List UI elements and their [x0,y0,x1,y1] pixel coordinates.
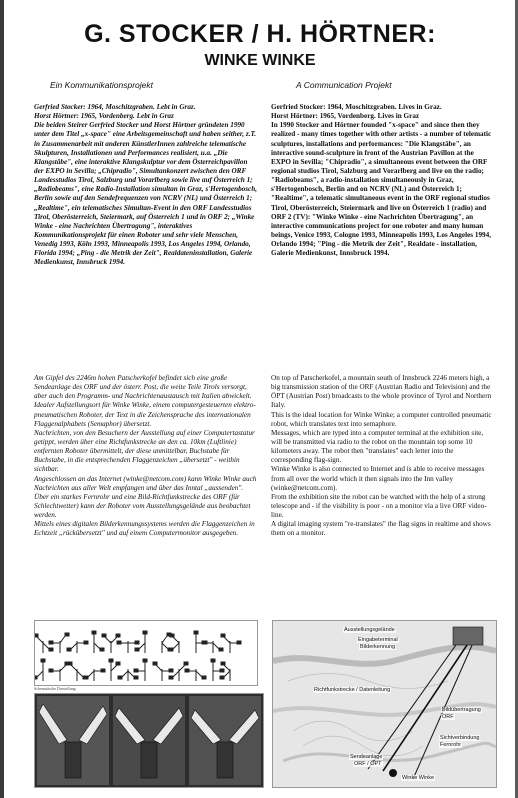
body-paragraph: Idealer Aufstellungsort für Winke Winke, einem computergesteuerten elektro-pneumatischen Roboter, der Text in die Zeichensprache des internationalen Flaggenalphabets (Semaphor) übersetzt. [34,401,256,428]
page-edge-left [0,0,4,798]
body-paragraph: Angeschlossen an das Internet (winke@netcom.com) kann Winke Winke auch Nachrichten aus aller Welt empfangen und über das Inntal „aussenden". [34,474,257,492]
body-paragraph: This is the ideal location for Winke Winke; a computer controlled pneumatic robot, which translates text into semaphore. [271,410,492,428]
map-label-terminal: Eingabeterminal [358,637,398,643]
map-label-telescope: Fernrohr [440,742,462,748]
body-german [34,374,258,539]
page-subtitle: WINKE WINKE [204,52,316,69]
body-paragraph: From the exhibition site the robot can be watched with the help of a strong telescope and - if the visibility is poor - on a monitor via a live ORF video-line. [271,492,487,520]
robot-photos-graphic [35,694,263,787]
body-english [271,374,493,539]
robot-photos [34,693,264,788]
body-paragraph: Winke Winke is also connected to Internet and is able to receive messages from all over the world which it then signals into the Inn valley (winke@netcom.com). [271,465,485,492]
project-label-german: Ein Kommunikationsprojekt [50,80,153,90]
bio-german [34,103,258,268]
map-label-station: Sendeanlage [350,754,383,760]
map-label-radio-link: Richtfunkstrecke / Datenleitung [314,687,391,693]
project-label-english: A Communication Projekt [296,80,392,90]
map-label-orf-opt: ORF / ÖPT [354,761,382,767]
bio-paragraph: In 1990 Stocker and Hörtner founded "x-space" and since then they realized - many times together with other artists - a number of telematic sculptures, installations and performances: "Die Klangstäbe", an interactive sound-sculpture in front of the Austrian Pavillon at the EXPO in Sevilla; "Chipradio", a simultaneous event between the ORF regional studios Tirol, Salzburg and Vorarlberg and live on the radio; "Radiobeams", a radio-installation simultaneously in Graz, s'Hertogenbosch, Berlin and on NCRV (NL) and Österreich 1; "Realtime", a telematic simultaneous event in the ORF regional studios Tirol, Oberösterreich, Steiermark and live on Österreich 1 (radio) and ORF 2 (TV): "Winke Winke - eine Nachrichten Übertragung", an interactive communications project for one roboter and many human beings, Venice 1993, Cologne 1993, Minneapolis 1993, Los Angeles 1994, Orlando 1994; "Ping - die Metrik der Zeit", Realdate - installation, Galerie Medienkunst, Innsbruck 1994. [271,121,492,258]
page-title: G. STOCKER / H. HÖRTNER: [84,20,436,48]
bio-line: Gerfried Stocker: 1964, Moschitzgraben. Lebt in Graz. [34,103,196,111]
bio-line: Horst Hörtner: 1965, Vordenberg. Lives in Graz [271,112,420,121]
body-paragraph: Mittels eines digitalen Bilderkennungssystems werden die Flaggenzeichen in Echtzeit „rückübersetzt" und auf einem Computermonitor ausgegeben. [34,520,255,538]
transmission-map [272,620,497,788]
body-paragraph: On top of Patscherkofel, a mountain south of Innsbruck 2246 meters high, a big transmission station of the ORF (Austrian Radio and Television) and the ÖPT (Austrian Post) broadcasts to the whole province of Tyrol and Northern Italy. [271,374,492,410]
semaphore-figure-strip [34,620,258,686]
body-paragraph: Über ein starkes Fernrohr und eine Bild-Richtfunkstrecke des ORF (für Schlechtwetter) kann der Roboter vom Ausstellungsgelände aus beobachtet werden. [34,492,251,520]
bio-paragraph: Die beiden Steirer Gerfried Stocker und Horst Hörtner gründeten 1990 unter dem Titel „x-space" eine Arbeitsgemeinschaft und haben seither, z.T. in Zusammenarbeit mit anderen KünstlerInnen zahlreiche telematische Skulpturen, Installationen und Performances realisiert, u.a. „Die Klangstäbe", eine interaktive Klangskulptur vor dem Österreichpavillon der EXPO in Sevilla; „Chipradio", Simultankonzert zwischen den ORF Landesstudios Tirol, Salzburg und Vorarlberg sowie live auf Österreich 1; „Radiobeams", eine Radio-Installation simultan in Graz, s'Hertogenbosch, Berlin sowie auf den Sendefrequenzen von NCRV (NL) und Österreich 1; „Realtime", ein telematisches Simultan-Event in den ORF Landesstudios Tirol, Oberösterreich, Steiermark, auf Österreich 1 und in ORF 2; „Winke Winke - eine Nachrichten Übertragung", interaktives Kommunikationsprojekt für einen Roboter und sehr viele Menschen, Venedig 1993, Köln 1993, Minneapolis 1993, Los Angeles 1994, Orlando, Florida 1994; „Ping - die Metrik der Zeit", Realdateninstallation, Galerie Medienkunst, Innsbruck 1994. [34,121,258,267]
body-paragraph: Am Gipfel des 2246m hohen Patscherkofel befindet sich eine große Sendeanlage des ORF und der österr. Post, die weite Teile Tirols versorgt, aber auch den Programm- und Nachrichtenaustausch mit Italien abwickelt. [34,374,252,401]
bio-line: Gerfried Stocker: 1964, Moschitzgraben. Lives in Graz. [271,103,442,111]
map-label-recognition: Bilderkennung [360,644,396,650]
figure-credit: Schematische Darstellung [34,686,76,691]
map-label-sightline: Sichtverbindung [440,735,480,741]
body-paragraph: A digital imaging system "re-translates" the flag signs in realtime and shows them on a monitor. [271,520,491,538]
body-paragraph: Messages, which are typed into a computer terminal at the exhibition site, will be transmitted via radio to the robot on the mountain top some 10 kilometers away. The robot then "translates" each letter into the corresponding flag-sign. [271,428,484,465]
bio-english [271,103,493,258]
map-label-site: Ausstellungsgelände [344,627,395,633]
bio-line: Horst Hörtner: 1965, Vordenberg. Lebt in Graz [34,112,174,121]
map-label-orf: ORF [442,714,454,720]
semaphore-figures-graphic [35,621,257,685]
map-label-winke-winke: Winke Winke [402,775,435,781]
map-label-image-transfer: Bildübertragung [442,707,481,713]
body-paragraph: Nachrichten, von den Besuchern der Ausstellung auf einer Computertastatur getippt, werden über eine Richtfunkstrecke an den ca. 10km (Luftlinie) entfernten Roboter übermittelt, der diese unmittelbar, Buchstabe für Buchstabe, in die entsprechenden Flaggenzeichen „übersetzt" - weithin sichtbar. [34,428,255,474]
